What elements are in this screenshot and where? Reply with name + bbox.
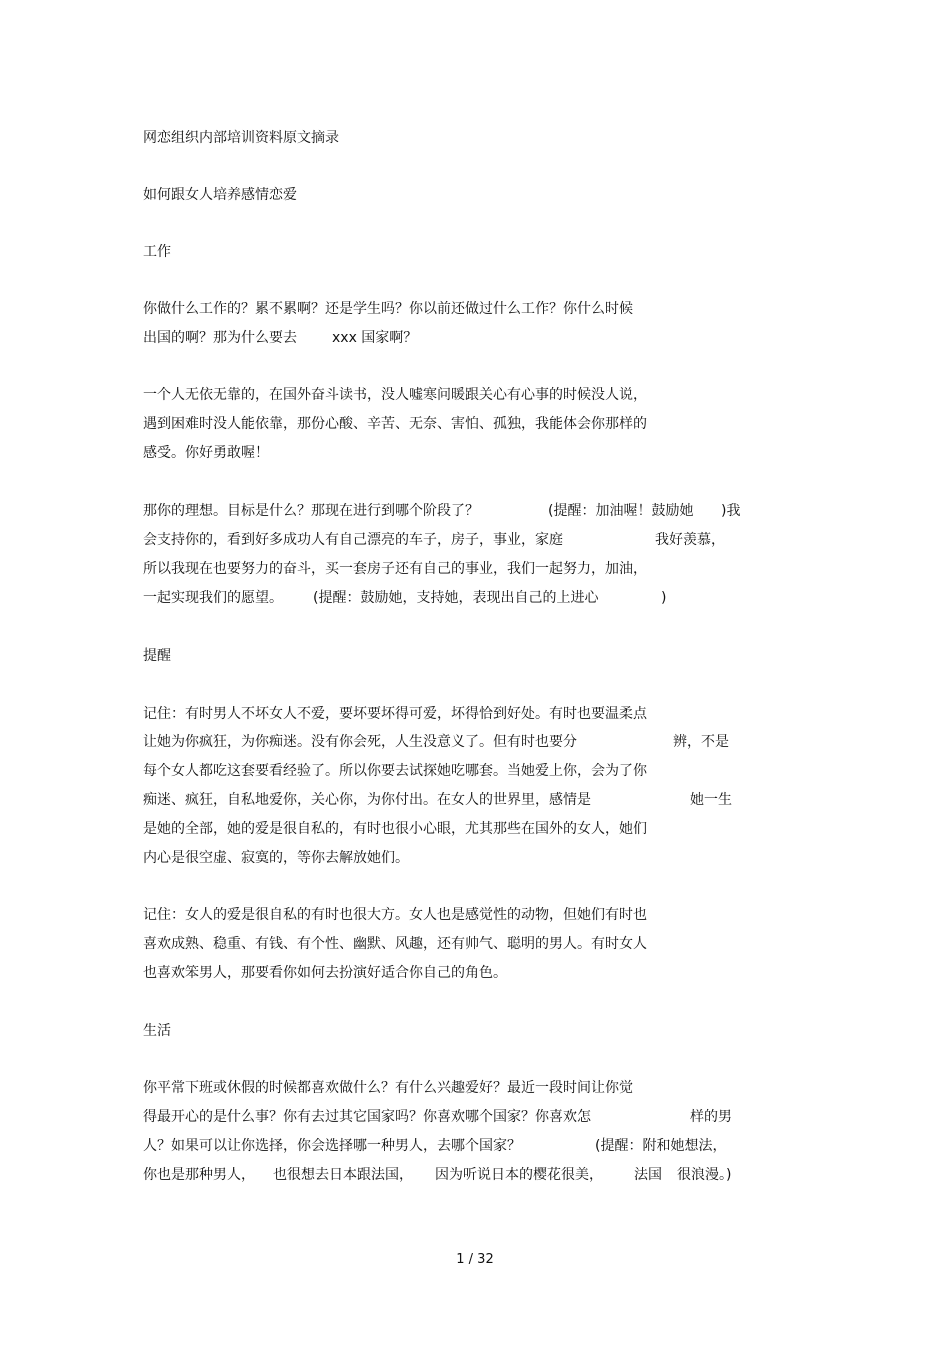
- paragraph-line: 喜欢成熟、稳重、有钱、有个性、幽默、风趣，还有帅气、聪明的男人。有时女人: [143, 936, 647, 952]
- paragraph-line: 记住：女人的爱是很自私的有时也很大方。女人也是感觉性的动物，但她们有时也: [143, 907, 647, 923]
- text-segment: 出国的啊？那为什么要去: [143, 330, 297, 346]
- text-segment: 得最开心的是什么事？你有去过其它国家吗？你喜欢哪个国家？你喜欢怎: [143, 1109, 591, 1125]
- text-segment: )我: [721, 503, 741, 519]
- paragraph-line: 你平常下班或休假的时候都喜欢做什么？有什么兴趣爱好？最近一段时间让你觉: [143, 1080, 633, 1096]
- paragraph-line: 一个人无依无靠的，在国外奋斗读书，没人嘘寒问暖跟关心有心事的时候没人说，: [143, 387, 647, 403]
- text-segment: 那你的理想。目标是什么？那现在进行到哪个阶段了？: [143, 503, 479, 519]
- section-heading-remind: 提醒: [143, 648, 171, 664]
- text-segment: 会支持你的，看到好多成功人有自己漂亮的车子，房子，事业，家庭: [143, 532, 563, 548]
- text-segment: 人？如果可以让你选择，你会选择哪一种男人，去哪个国家？: [143, 1138, 521, 1154]
- section-heading-work: 工作: [143, 244, 171, 260]
- text-segment: 因为听说日本的樱花很美，: [435, 1167, 603, 1183]
- text-segment: 法国: [634, 1167, 662, 1183]
- text-segment: 很浪漫。): [677, 1167, 732, 1183]
- paragraph-line: 感受。你好勇敢喔！: [143, 445, 269, 461]
- section-heading-life: 生活: [143, 1023, 171, 1039]
- text-segment: 痴迷、疯狂，自私地爱你，关心你，为你付出。在女人的世界里，感情是: [143, 792, 591, 808]
- page-number: 1 / 32: [456, 1252, 494, 1267]
- text-segment: 她一生: [690, 792, 732, 808]
- text-segment: (提醒：附和她想法，: [595, 1138, 727, 1154]
- document-subtitle: 如何跟女人培养感情恋爱: [143, 187, 297, 203]
- text-segment: 我好羡慕，: [655, 532, 725, 548]
- document-title: 网恋组织内部培训资料原文摘录: [143, 130, 339, 146]
- text-segment: 样的男: [690, 1109, 732, 1125]
- paragraph-line: 也喜欢笨男人，那要看你如何去扮演好适合你自己的角色。: [143, 965, 507, 981]
- paragraph-line: 每个女人都吃这套要看经验了。所以你要去试探她吃哪套。当她爱上你，会为了你: [143, 763, 647, 779]
- paragraph-line: 所以我现在也要努力的奋斗，买一套房子还有自己的事业，我们一起努力，加油，: [143, 561, 647, 577]
- paragraph-line: 内心是很空虚、寂寞的，等你去解放她们。: [143, 850, 409, 866]
- text-segment: 也很想去日本跟法国，: [273, 1167, 413, 1183]
- text-segment: (提醒：加油喔！鼓励她: [548, 503, 694, 519]
- text-segment: (提醒：鼓励她，支持她，表现出自己的上进心: [313, 590, 599, 606]
- paragraph-line: 记住：有时男人不坏女人不爱，要坏要坏得可爱，坏得恰到好处。有时也要温柔点: [143, 706, 647, 722]
- text-segment: xxx 国家啊？: [332, 330, 418, 346]
- paragraph-line: 你做什么工作的？累不累啊？还是学生吗？你以前还做过什么工作？你什么时候: [143, 301, 633, 317]
- text-segment: ): [661, 590, 667, 606]
- text-segment: 辨，不是: [673, 734, 729, 750]
- paragraph-line: 是她的全部，她的爱是很自私的，有时也很小心眼，尤其那些在国外的女人，她们: [143, 821, 647, 837]
- paragraph-line: 遇到困难时没人能依靠，那份心酸、辛苦、无奈、害怕、孤独，我能体会你那样的: [143, 416, 647, 432]
- text-segment: 你也是那种男人，: [143, 1167, 255, 1183]
- text-segment: 一起实现我们的愿望。: [143, 590, 283, 606]
- text-segment: 让她为你疯狂，为你痴迷。没有你会死，人生没意义了。但有时也要分: [143, 734, 577, 750]
